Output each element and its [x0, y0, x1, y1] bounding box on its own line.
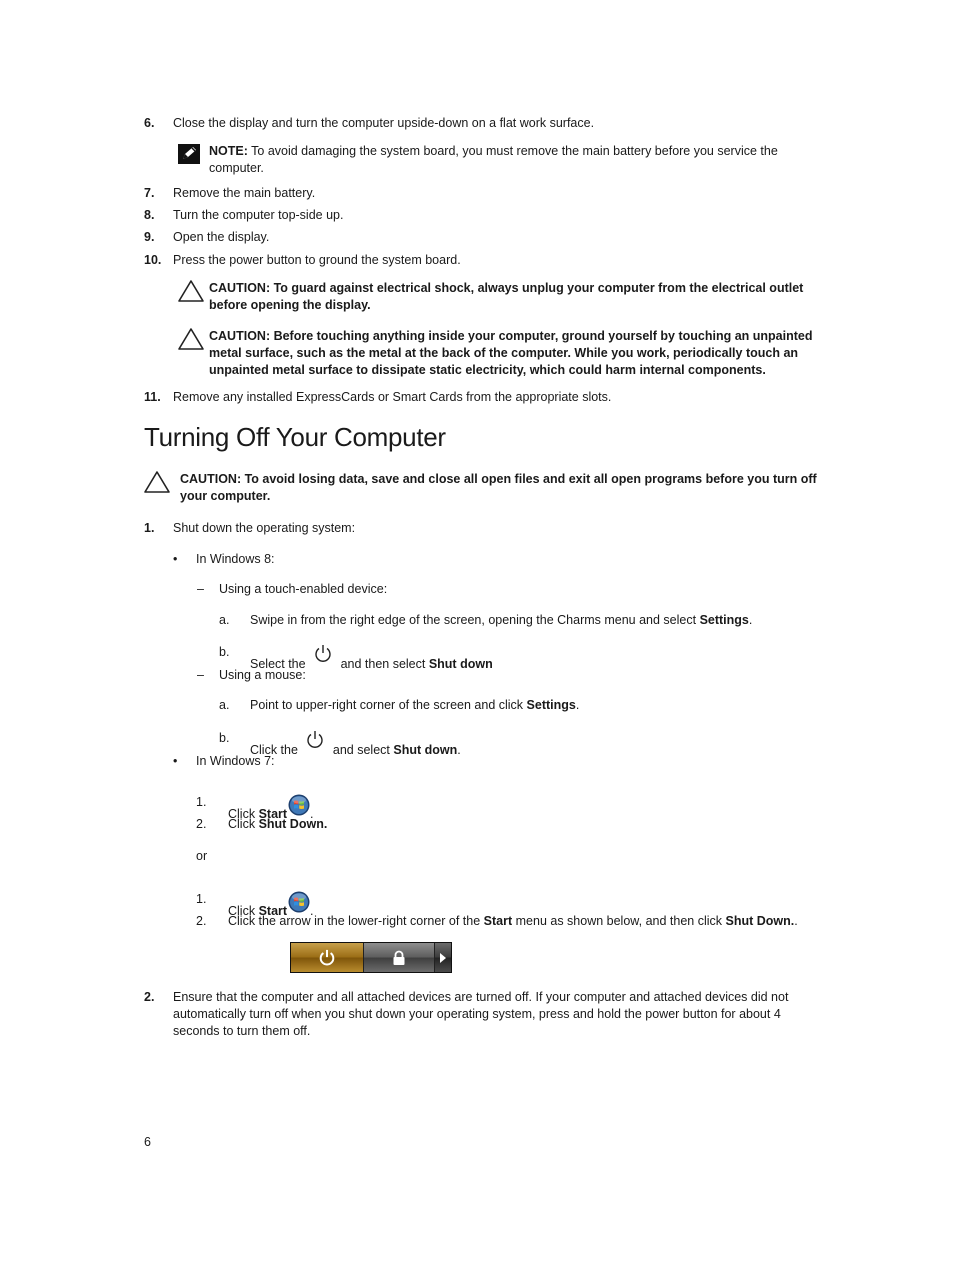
- step-text: Remove any installed ExpressCards or Smart Cards from the appropriate slots.: [173, 390, 612, 404]
- windows-start-orb-icon: [288, 794, 310, 816]
- caution-data-loss: CAUTION: To avoid losing data, save and close all open files and exit all open programs before you turn off your computer.: [180, 472, 817, 503]
- step-text: Close the display and turn the computer upside-down on a flat work surface.: [173, 116, 595, 130]
- mouse-step-b-mid: and select: [332, 743, 394, 757]
- dash: –: [197, 582, 204, 596]
- touch-step-b-pre: Select the: [250, 657, 306, 671]
- section-title: Turning Off Your Computer: [144, 422, 446, 452]
- touch-step-a: [250, 612, 752, 629]
- shut-down-label: Shut down: [428, 657, 493, 671]
- list-marker: 1.: [196, 892, 207, 906]
- caution-electrical-shock: CAUTION: To guard against electrical shock, always unplug your computer from the electrical outlet before opening the display.: [209, 281, 804, 312]
- settings-label: Settings: [526, 698, 576, 712]
- list-marker: b.: [219, 645, 230, 659]
- dash: –: [197, 668, 204, 682]
- step-number: 6.: [144, 116, 155, 130]
- bullet: •: [173, 552, 178, 566]
- caution-static-electricity: CAUTION: Before touching anything inside your computer, ground yourself by touching an unpainted metal surface, such as the metal at the back of the computer. While you work, periodically touch an unpainted metal surface to dissipate static electricity, which could harm internal components.: [209, 329, 813, 377]
- note-label: NOTE:: [209, 144, 248, 158]
- start-label: Start: [258, 807, 288, 821]
- shut-down-label: Shut down: [393, 743, 458, 757]
- step-number: 8.: [144, 208, 155, 222]
- step-text: Open the display.: [173, 230, 270, 244]
- shut-down-label: Shut Down.: [258, 817, 328, 831]
- step-text: Turn the computer top-side up.: [173, 208, 344, 222]
- mouse-step-a: [250, 697, 579, 714]
- click-text: Click: [228, 807, 259, 821]
- arrow-segment: [435, 943, 451, 972]
- power-icon: [305, 730, 325, 750]
- caution-triangle-icon: [143, 470, 171, 494]
- power-icon: [313, 644, 333, 664]
- shut-down-label: Shut Down.: [725, 914, 795, 928]
- step-number: 9.: [144, 230, 155, 244]
- touch-step-a-text: Swipe in from the right edge of the screen, opening the Charms menu and select: [250, 613, 700, 627]
- mouse-step-b: [250, 730, 461, 759]
- bullet: •: [173, 754, 178, 768]
- step-number: 11.: [144, 390, 161, 404]
- period: .: [575, 698, 580, 712]
- caution-triangle-icon: [177, 327, 205, 351]
- period: .: [310, 807, 314, 821]
- power-icon: [318, 949, 336, 967]
- mouse-step-a-text: Point to upper-right corner of the screen and click: [250, 698, 527, 712]
- period: .: [748, 613, 753, 627]
- step-text: Press the power button to ground the system board.: [173, 253, 461, 267]
- mouse-step-b-pre: Click the: [250, 743, 298, 757]
- lock-segment: [364, 943, 435, 972]
- windows-start-orb-icon: [288, 891, 310, 913]
- arrow-step-mid: menu as shown below, and then click: [512, 914, 726, 928]
- shutdown-segment: [291, 943, 364, 972]
- step-text: Ensure that the computer and all attached devices are turned off. If your computer and attached devices did not automatically turn off when you shut down your operating system, press and hold the power button for about 4 seconds to turn them off.: [173, 990, 789, 1038]
- step-text: Shut down the operating system:: [173, 521, 356, 535]
- step-text: Remove the main battery.: [173, 186, 316, 200]
- caution-triangle-icon: [177, 279, 205, 303]
- list-marker: b.: [219, 731, 230, 745]
- mouse-label: Using a mouse:: [219, 668, 306, 682]
- start-label: Start: [258, 904, 288, 918]
- list-marker: a.: [219, 698, 230, 712]
- click-text: Click: [228, 904, 259, 918]
- step-number: 7.: [144, 186, 155, 200]
- or-separator: or: [196, 849, 208, 863]
- list-marker: a.: [219, 613, 230, 627]
- step-number: 1.: [144, 521, 155, 535]
- arrow-right-icon: [439, 953, 447, 963]
- list-marker: 2.: [196, 817, 207, 831]
- settings-label: Settings: [699, 613, 749, 627]
- note-pencil-icon: [178, 144, 200, 164]
- lock-icon: [391, 950, 407, 966]
- win7-label: In Windows 7:: [196, 754, 275, 768]
- note-body: To avoid damaging the system board, you must remove the main battery before you service the computer.: [209, 144, 778, 175]
- touch-step-b-mid: and then select: [340, 657, 429, 671]
- period: .: [310, 904, 314, 918]
- page-number: 6: [144, 1135, 151, 1149]
- step-number: 2.: [144, 990, 155, 1004]
- win8-label: In Windows 8:: [196, 552, 275, 566]
- click-text: Click: [228, 817, 259, 831]
- arrow-step-text: Click the arrow in the lower-right corner of the: [228, 914, 484, 928]
- win7-step-arrow: [228, 913, 834, 930]
- list-marker: 1.: [196, 795, 207, 809]
- start-label: Start: [483, 914, 513, 928]
- list-marker: 2.: [196, 914, 207, 928]
- win7-step-shut-down: [228, 816, 327, 833]
- touch-label: Using a touch-enabled device:: [219, 582, 388, 596]
- shutdown-bar-illustration: [290, 942, 452, 973]
- period: .: [457, 743, 461, 757]
- step-number: 10.: [144, 253, 162, 267]
- note: [209, 143, 828, 177]
- period: .: [794, 914, 798, 928]
